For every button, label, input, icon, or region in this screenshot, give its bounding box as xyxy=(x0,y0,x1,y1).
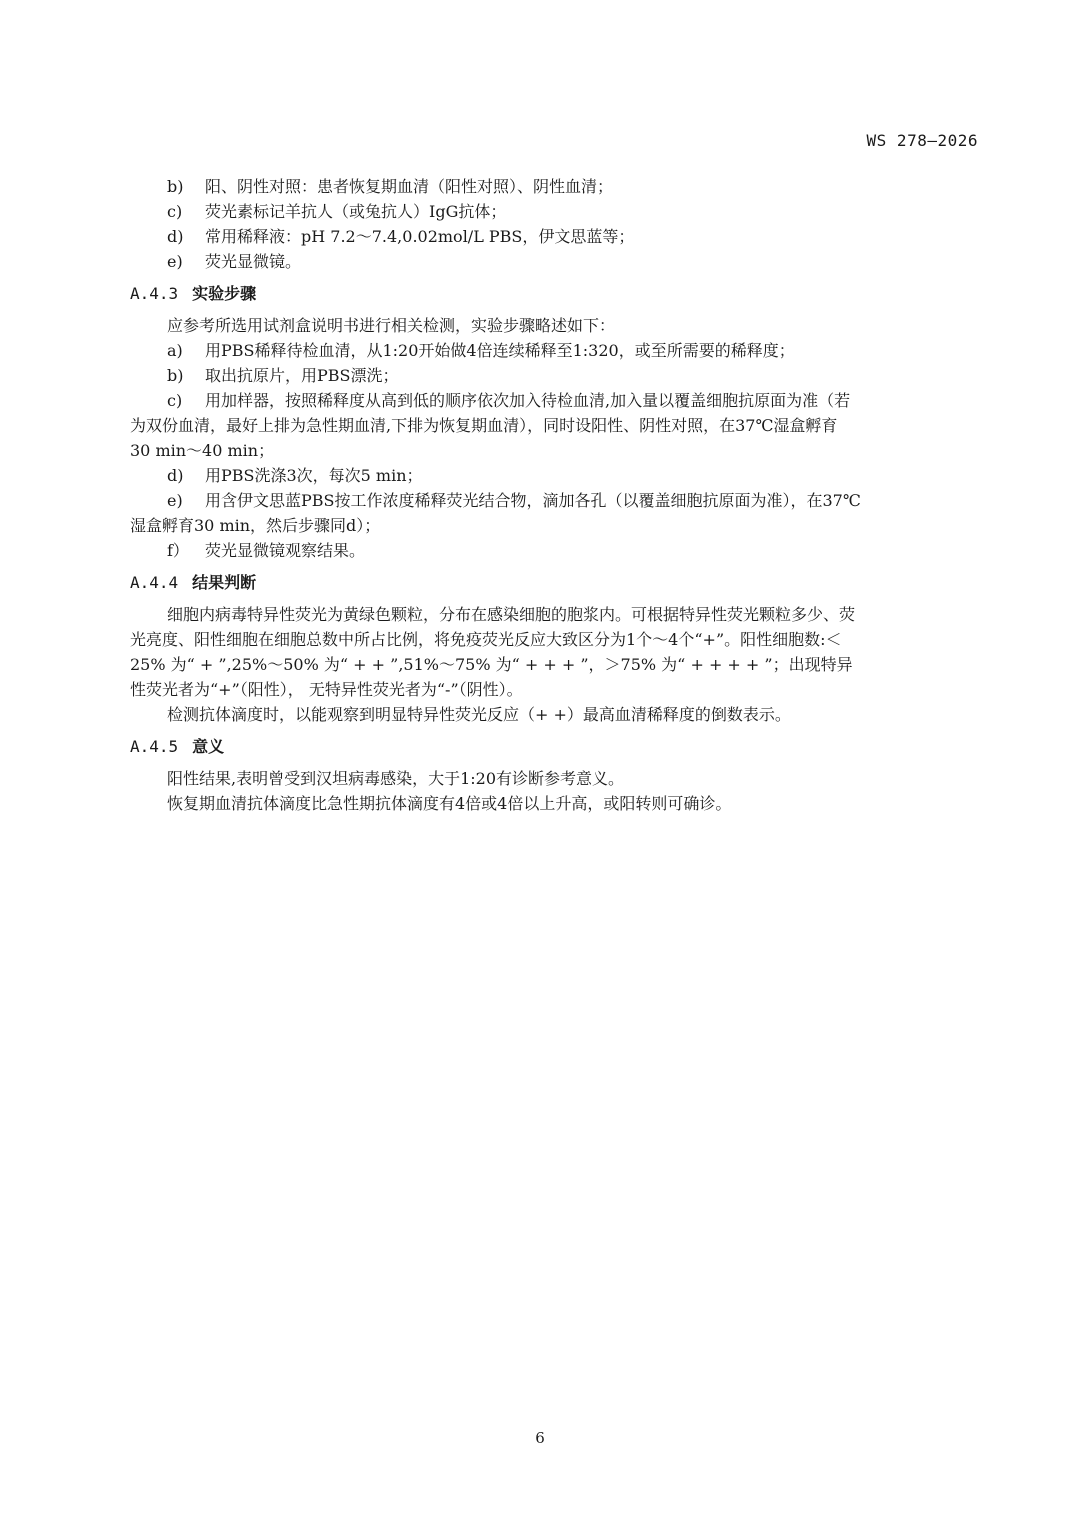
section-intro: 应参考所选用试剂盒说明书进行相关检测，实验步骤略述如下： xyxy=(167,316,616,335)
section-title: 结果判断 xyxy=(192,573,257,592)
section-heading-a43 xyxy=(130,281,978,307)
step-continuation: 为双份血清，最好上排为急性期血清,下排为恢复期血清），同时设阳性、阴性对照，在37℃湿盒孵育 xyxy=(130,416,838,435)
section-number: A.4.4 xyxy=(130,573,179,592)
paragraph-line: 性荧光者为“+”（阳性）， 无特异性荧光者为“-”（阴性）。 xyxy=(130,680,523,699)
list-marker: d) xyxy=(167,466,184,485)
paragraph-line: 25% 为“ + ”,25%～50% 为“ + + ”,51%～75% 为“ + + + ”，＞75% 为“ + + + + ”；出现特异 xyxy=(130,655,853,674)
list-text: 荧光显微镜。 xyxy=(205,252,302,271)
list-text: 用加样器，按照稀释度从高到低的顺序依次加入待检血清,加入量以覆盖细胞抗原面为准（若 xyxy=(205,391,851,410)
step-item xyxy=(130,463,978,488)
list-marker: a) xyxy=(167,341,183,360)
list-marker: b) xyxy=(167,366,184,385)
step-item xyxy=(130,388,978,413)
section-heading-a45 xyxy=(130,734,978,760)
list-text: 用PBS洗涤3次，每次5 min； xyxy=(205,466,423,485)
paragraph-line: 恢复期血清抗体滴度比急性期抗体滴度有4倍或4倍以上升高，或阳转则可确诊。 xyxy=(167,794,732,813)
section-title: 意义 xyxy=(192,737,225,756)
list-marker: c) xyxy=(167,202,183,221)
paragraph-line: 光亮度、阳性细胞在细胞总数中所占比例，将免疫荧光反应大致区分为1个～4个“+”。阳性细胞数:＜ xyxy=(130,630,842,649)
list-item xyxy=(130,199,978,224)
list-text: 常用稀释液：pH 7.2～7.4,0.02mol/L PBS，伊文思蓝等； xyxy=(205,227,635,246)
section-number: A.4.5 xyxy=(130,737,179,756)
step-item xyxy=(130,363,978,388)
list-marker: b) xyxy=(167,177,184,196)
list-item xyxy=(130,224,978,249)
list-text: 取出抗原片，用PBS漂洗； xyxy=(205,366,399,385)
list-item xyxy=(130,249,978,274)
list-text: 荧光素标记羊抗人（或兔抗人）IgG抗体； xyxy=(205,202,507,221)
list-text: 阳、阴性对照：患者恢复期血清（阳性对照）、阴性血清； xyxy=(205,177,614,196)
list-marker: f） xyxy=(167,541,189,560)
step-continuation: 湿盒孵育30 min，然后步骤同d）； xyxy=(130,516,381,535)
list-text: 荧光显微镜观察结果。 xyxy=(205,541,366,560)
list-text: 用含伊文思蓝PBS按工作浓度稀释荧光结合物，滴加各孔（以覆盖细胞抗原面为准），在37℃ xyxy=(205,491,861,510)
section-heading-a44 xyxy=(130,570,978,596)
list-item xyxy=(130,174,978,199)
list-marker: e) xyxy=(167,252,183,271)
step-item xyxy=(130,488,978,513)
paragraph-line: 细胞内病毒特异性荧光为黄绿色颗粒，分布在感染细胞的胞浆内。可根据特异性荧光颗粒多少、荧 xyxy=(167,605,856,624)
list-text: 用PBS稀释待检血清，从1:20开始做4倍连续稀释至1:320，或至所需要的稀释度； xyxy=(205,341,795,360)
section-number: A.4.3 xyxy=(130,284,179,303)
list-marker: d) xyxy=(167,227,184,246)
step-item xyxy=(130,538,978,563)
page-number: 6 xyxy=(535,1429,545,1447)
step-item xyxy=(130,338,978,363)
list-marker: c) xyxy=(167,391,183,410)
paragraph-line: 检测抗体滴度时，以能观察到明显特异性荧光反应（+ +）最高血清稀释度的倒数表示。 xyxy=(167,705,791,724)
paragraph-line: 阳性结果,表明曾受到汉坦病毒感染，大于1:20有诊断参考意义。 xyxy=(167,769,625,788)
page-content xyxy=(130,174,978,816)
list-marker: e) xyxy=(167,491,183,510)
document-code: WS 278—2026 xyxy=(866,131,978,150)
section-title: 实验步骤 xyxy=(192,284,257,303)
step-continuation: 30 min～40 min； xyxy=(130,441,275,460)
